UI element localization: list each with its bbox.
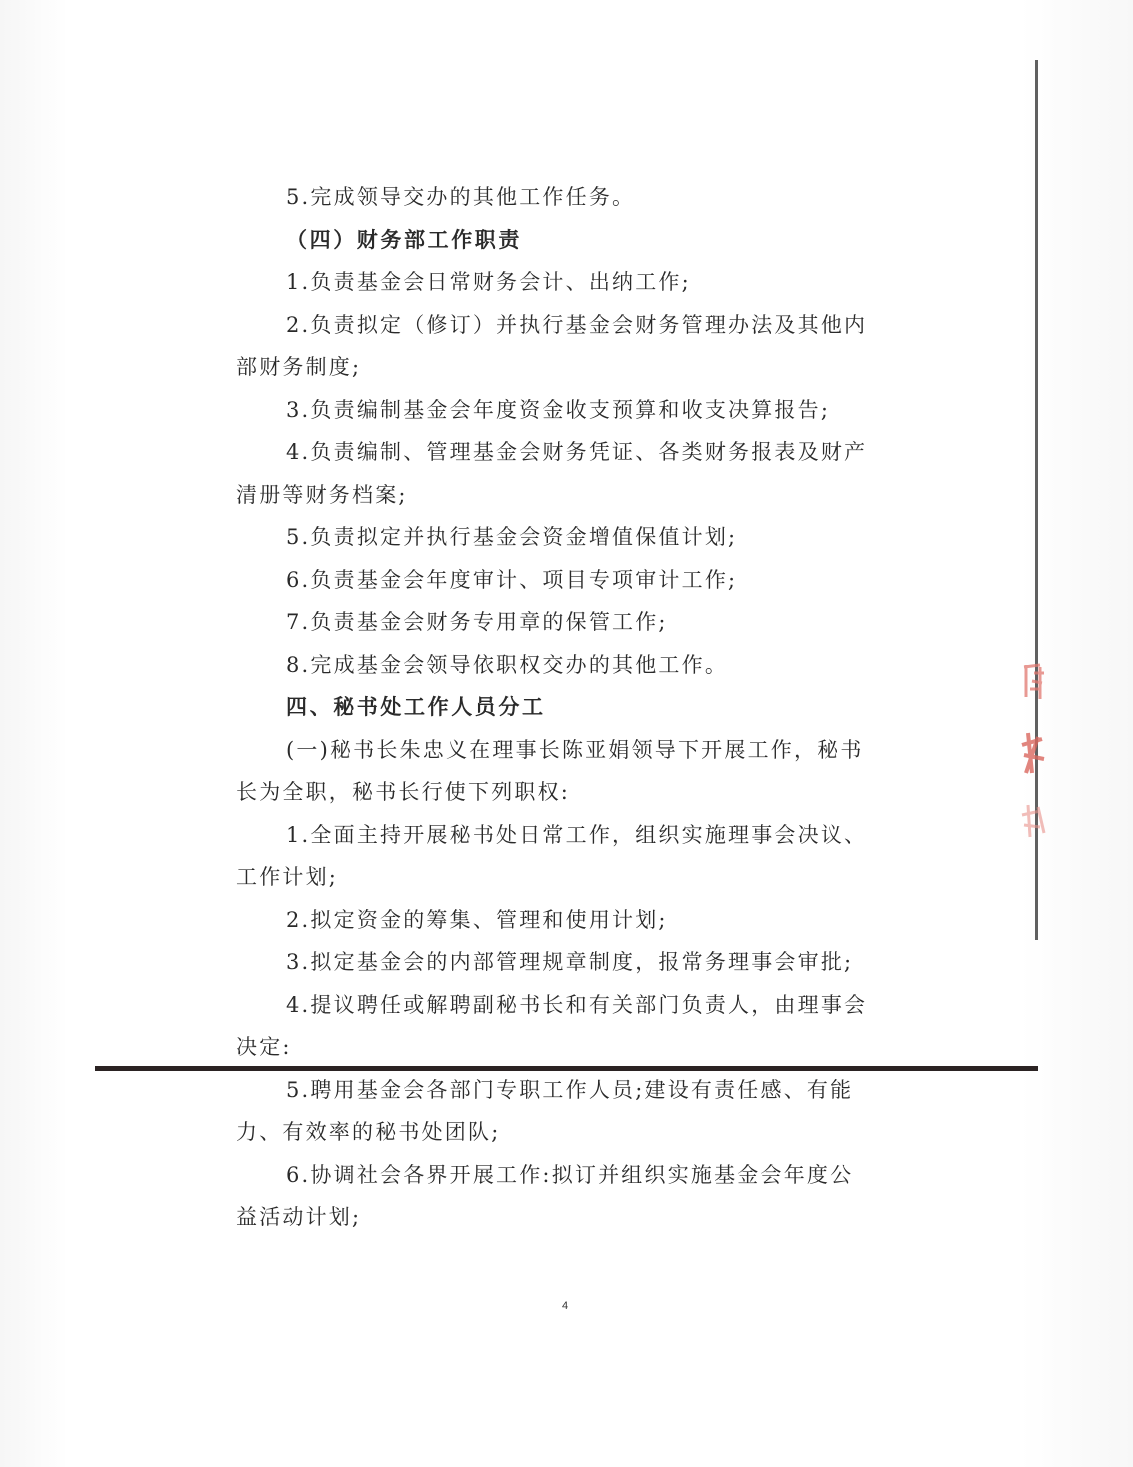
text-line: 3.负责编制基金会年度资金收支预算和收支决算报告; xyxy=(286,397,831,422)
text-line: 4.提议聘任或解聘副秘书长和有关部门负责人，由理事会 xyxy=(286,992,868,1017)
section-heading: （四）财务部工作职责 xyxy=(286,227,522,252)
text-line: 5.负责拟定并执行基金会资金增值保值计划; xyxy=(286,525,738,549)
text-line: 部财务制度; xyxy=(236,355,362,379)
text-line: 益活动计划; xyxy=(236,1205,362,1229)
text-line: 4.负责编制、管理基金会财务凭证、各类财务报表及财产 xyxy=(286,440,868,464)
text-line: 2.拟定资金的筹集、管理和使用计划; xyxy=(286,907,668,932)
section-heading: 四、秘书处工作人员分工 xyxy=(286,695,546,719)
text-line: 6.负责基金会年度审计、项目专项审计工作; xyxy=(286,567,738,592)
red-seal-stamp-fragment xyxy=(1018,655,1048,855)
text-line: 长为全职，秘书长行使下列职权: xyxy=(236,780,571,804)
text-line: (一)秘书长朱忠义在理事长陈亚娟领导下开展工作，秘书 xyxy=(286,737,864,762)
text-line: 8.完成基金会领导依职权交办的其他工作。 xyxy=(286,652,729,677)
text-line: 力、有效率的秘书处团队; xyxy=(236,1120,501,1144)
text-line: 清册等财务档案; xyxy=(236,482,408,507)
page-number: 4 xyxy=(561,1300,569,1312)
document-body xyxy=(236,176,898,1239)
text-line: 7.负责基金会财务专用章的保管工作; xyxy=(286,610,668,634)
text-line: 2.负责拟定（修订）并执行基金会财务管理办法及其他内 xyxy=(286,312,868,337)
text-line: 6.协调社会各界开展工作:拟订并组织实施基金会年度公 xyxy=(286,1162,854,1187)
text-line: 5.完成领导交办的其他工作任务。 xyxy=(286,185,636,209)
text-line: 3.拟定基金会的内部管理规章制度，报常务理事会审批; xyxy=(286,950,854,974)
text-line: 1.负责基金会日常财务会计、出纳工作; xyxy=(286,270,691,294)
text-line: 1.全面主持开展秘书处日常工作，组织实施理事会决议、 xyxy=(286,822,868,847)
text-line: 决定: xyxy=(236,1035,292,1059)
text-line: 5.聘用基金会各部门专职工作人员;建设有责任感、有能 xyxy=(286,1077,854,1102)
text-line: 工作计划; xyxy=(236,865,339,889)
